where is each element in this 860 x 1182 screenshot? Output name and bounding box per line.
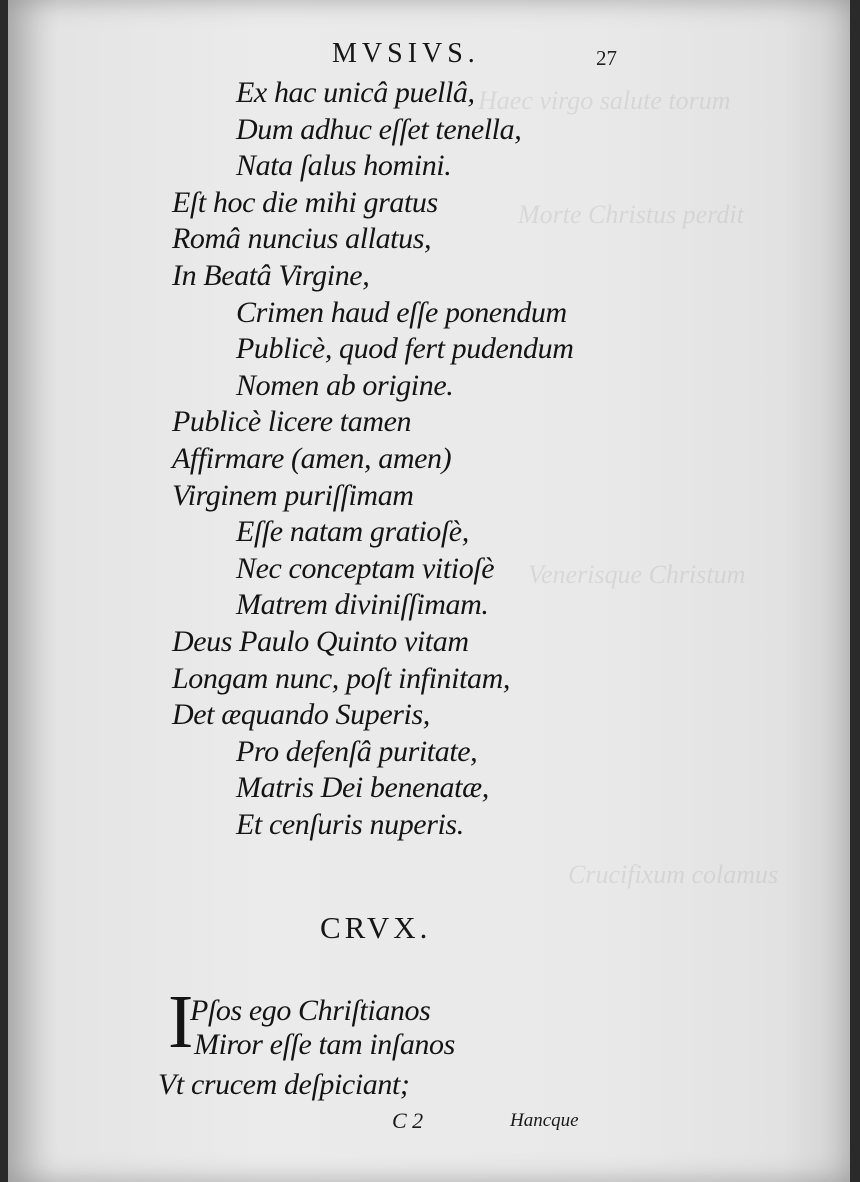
verse-line: Vt crucem deſpiciant;: [158, 1068, 410, 1101]
verse-line: Affirmare (amen, amen): [172, 442, 452, 475]
verse-line: Nomen ab origine.: [236, 368, 454, 402]
verse-line: Dum adhuc eſſet tenella,: [236, 112, 522, 146]
verse-line: Deus Paulo Quinto vitam: [172, 625, 469, 658]
show-through: Venerisque Christum: [528, 560, 746, 589]
verse-line: Pſos ego Chriſtianos: [190, 994, 431, 1027]
show-through: Haec virgo salute torum: [478, 86, 731, 115]
verse-line: Matris Dei benenatæ,: [236, 771, 489, 805]
verse-line: Publicè, quod fert pudendum: [236, 332, 574, 366]
verse-line: Româ nuncius allatus,: [172, 222, 432, 256]
page-number: 27: [596, 46, 617, 70]
verse-line: Eſt hoc die mihi gratus: [172, 185, 438, 219]
verse-line: Publicè licere tamen: [172, 405, 412, 439]
verse-line: Eſſe natam gratioſè,: [236, 515, 469, 549]
signature-mark: C 2: [392, 1108, 424, 1133]
verse-line: Pro defenſâ puritate,: [236, 734, 478, 768]
drop-cap: I: [168, 980, 194, 1064]
show-through: Crucifixum colamus: [568, 860, 779, 889]
verse-line: Et cenſuris nuperis.: [236, 808, 464, 841]
verse-line: Nec conceptam vitioſè: [236, 551, 495, 585]
catchword: Hancque: [510, 1110, 579, 1131]
verse-line: Ex hac unicâ puellâ,: [236, 76, 475, 109]
verse-line: Nata ſalus homini.: [236, 149, 452, 183]
verse-line: Matrem diviniſſimam.: [236, 588, 489, 622]
show-through: Morte Christus perdit: [518, 200, 744, 229]
book-page: [8, 0, 850, 1182]
verse-line: Longam nunc, poſt infinitam,: [172, 661, 510, 695]
section-title: CRVX.: [320, 910, 432, 945]
verse-line: Virginem puriſſimam: [172, 478, 414, 512]
verse-line: Miror eſſe tam inſanos: [194, 1028, 455, 1061]
verse-line: Crimen haud eſſe ponendum: [236, 295, 567, 329]
verse-line: In Beatâ Virgine,: [172, 259, 370, 292]
running-title: MVSIVS.: [332, 38, 480, 69]
verse-line: Det æquando Superis,: [172, 698, 430, 732]
